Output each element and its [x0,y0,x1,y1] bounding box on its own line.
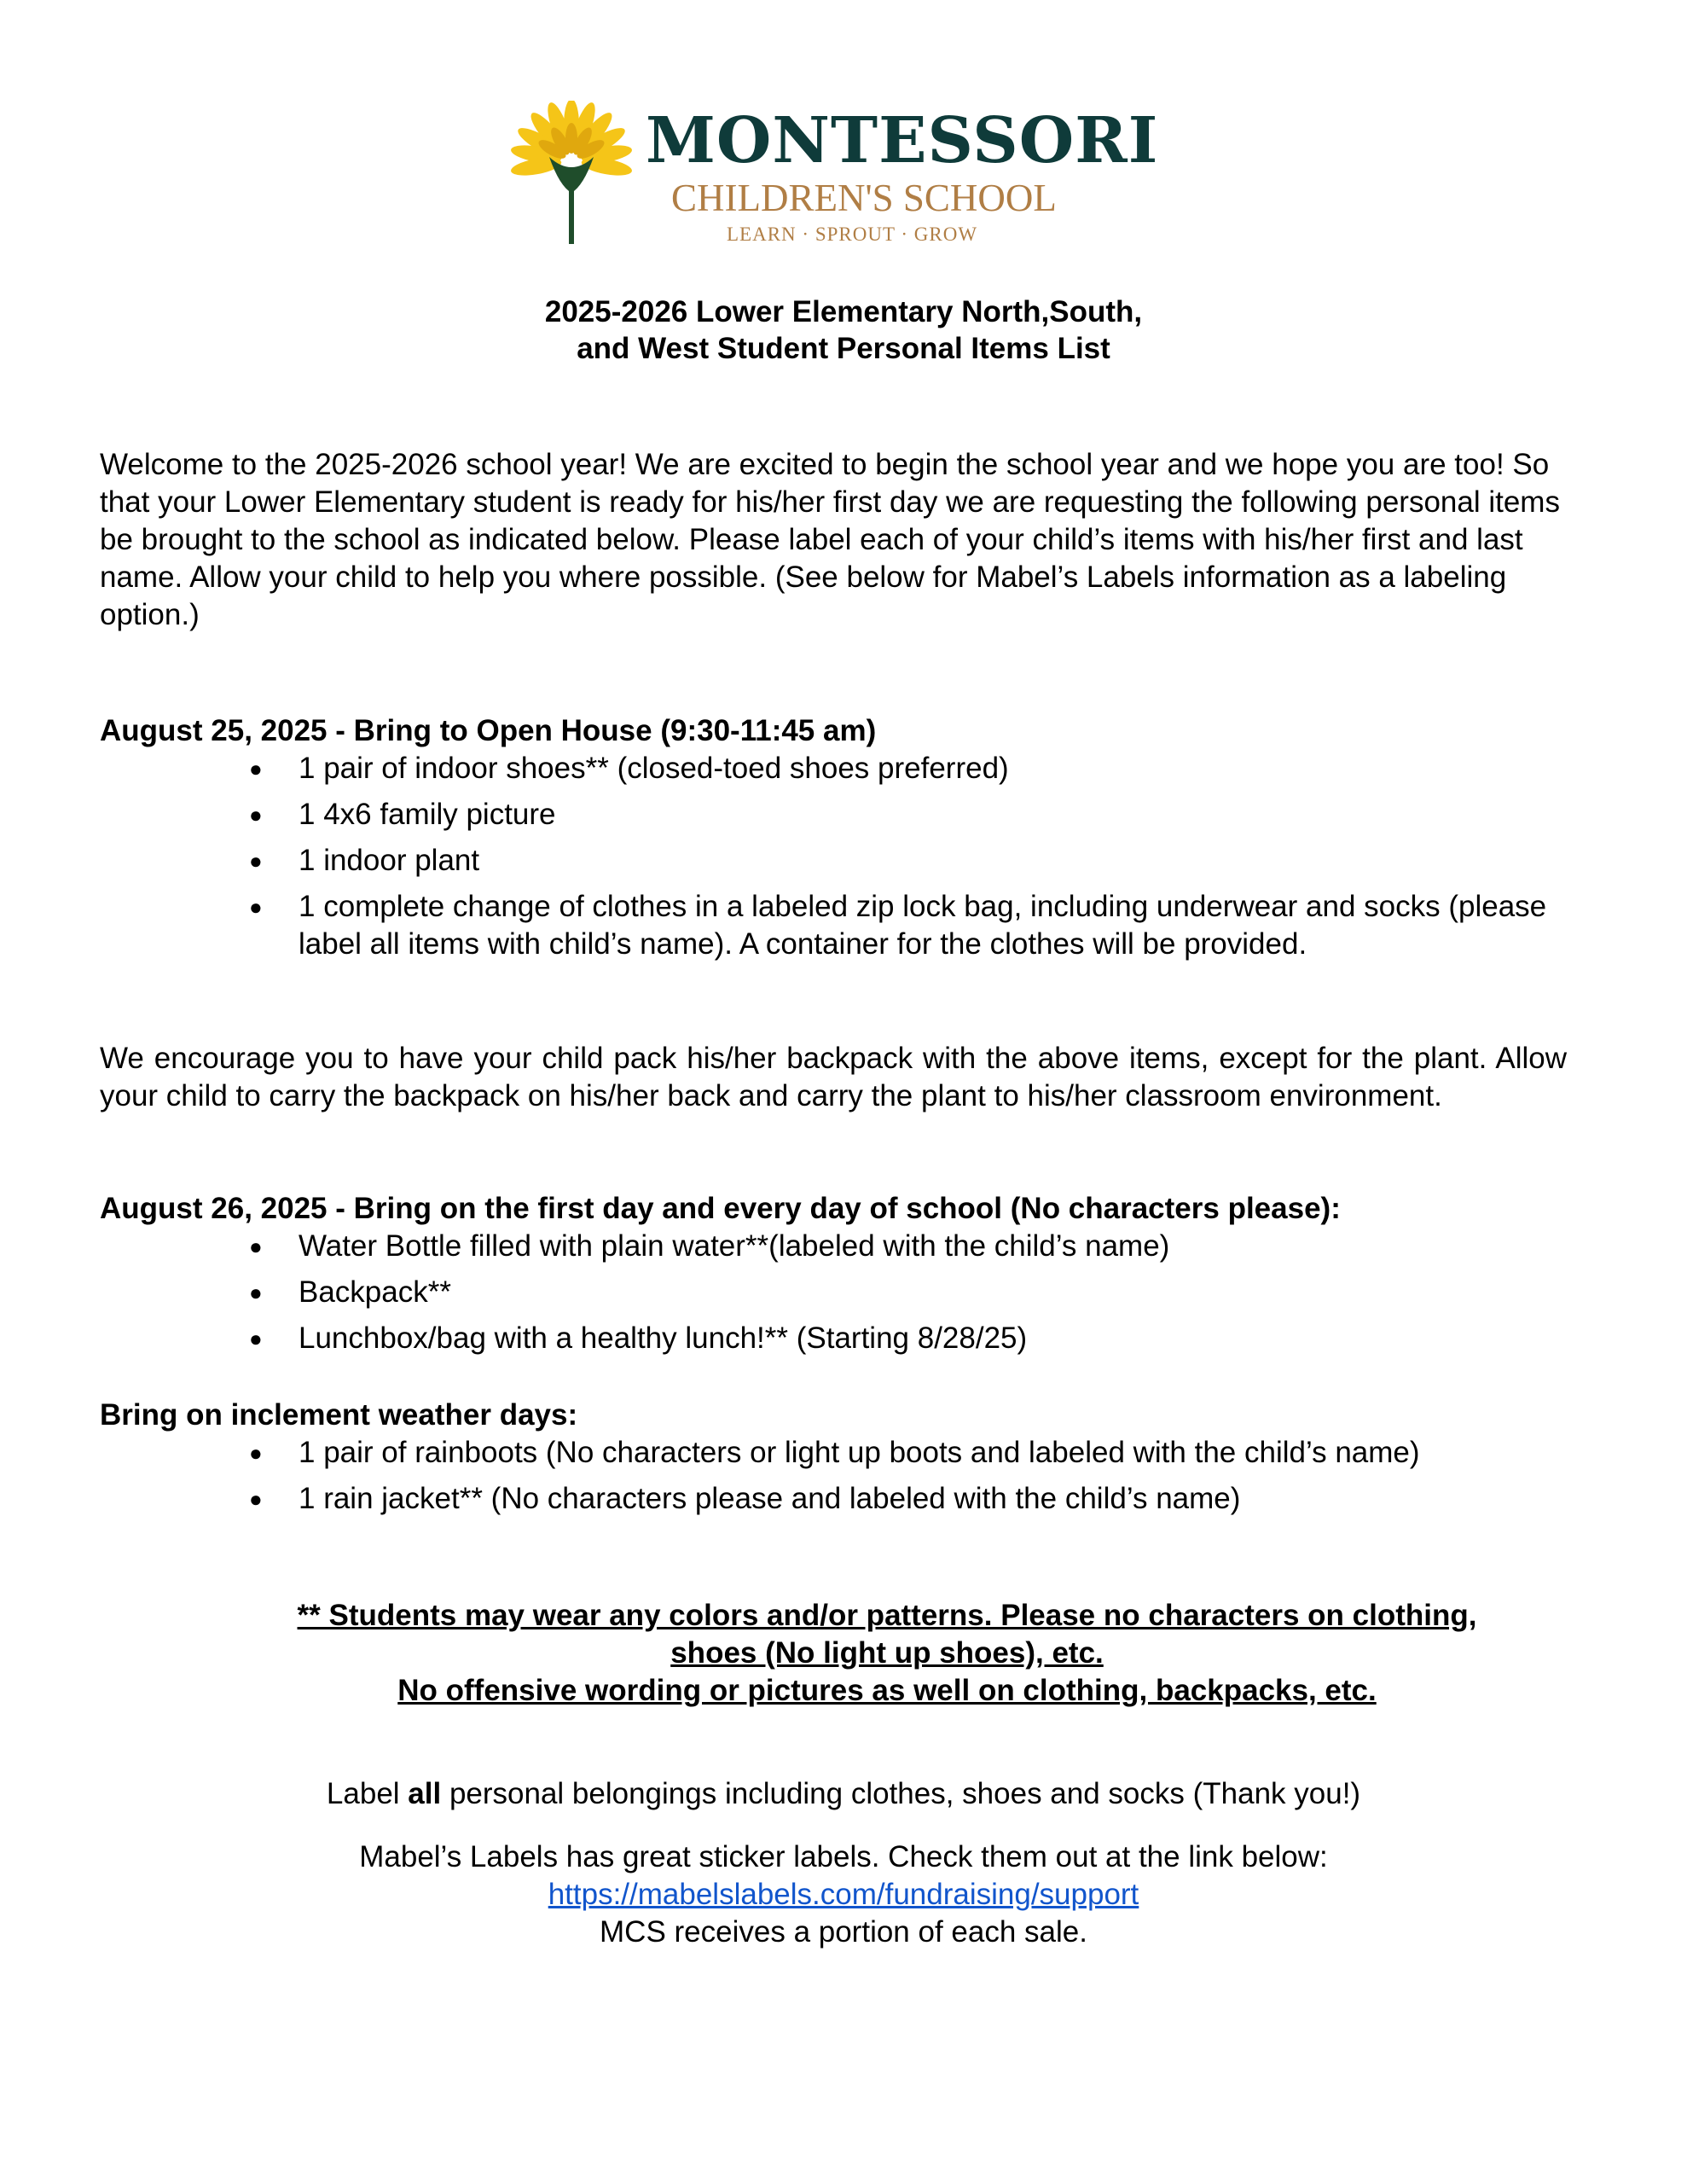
dandelion-flower-icon [490,101,652,246]
clothing-note-line-1: ** Students may wear any colors and/or patterns. Please no characters on clothing, [297,1599,1477,1632]
clothing-note-line-2: shoes (No light up shoes), etc. [670,1636,1104,1670]
mabels-labels-text: Mabel’s Labels has great sticker labels. Check them out at the link below: [359,1840,1328,1873]
logo-tagline: LEARN · SPROUT · GROW [727,224,978,245]
list-item: ● 1 rain jacket** (No characters please and labeled with the child’s name) [247,1480,1578,1518]
mabels-labels-link[interactable]: https://mabelslabels.com/fundraising/support [548,1878,1139,1911]
label-reminder-end: personal belongings including clothes, shoes and socks (Thank you!) [441,1777,1361,1810]
first-day-heading: August 26, 2025 - Bring on the first day and every day of school (No characters please): [100,1192,1341,1225]
list-item: ● 1 pair of rainboots (No characters or light up boots and labeled with the child’s name) [247,1434,1578,1472]
page-title [256,293,1431,367]
list-item: ● 1 pair of indoor shoes** (closed-toed shoes preferred) [247,750,1578,787]
list-item: ● Backpack** [247,1274,1578,1311]
logo-title: MONTESSORI [646,104,1159,177]
weather-heading: Bring on inclement weather days: [100,1398,578,1432]
clothing-note-line-3: No offensive wording or pictures as well on clothing, backpacks, etc. [397,1674,1377,1707]
label-reminder [171,1775,1516,1813]
label-reminder-bold: all [408,1777,442,1810]
welcome-paragraph: Welcome to the 2025-2026 school year! We are excited to begin the school year and we hope you are too! So that your Lower Elementary student is ready for his/her first day we are requesting the following personal items be brought to the school as indicated below. Please label each of your child’s items with his/her first and last name. Allow your child to help you where possible. (See below for Mabel’s Labels information as a labeling option.) [100,448,1560,631]
sale-portion-text: MCS receives a portion of each sale. [600,1915,1087,1949]
clothing-note [213,1597,1561,1710]
list-item: ● 1 complete change of clothes in a labeled zip lock bag, including underwear and socks (please label all items with child’s name). A container for the clothes will be provided. [247,888,1578,963]
logo-subtitle: CHILDREN'S SCHOOL [671,177,1057,219]
list-item: ● 1 4x6 family picture [247,796,1578,834]
school-logo [490,101,1190,246]
page-title-line-2: and West Student Personal Items List [577,332,1110,365]
label-reminder-start: Label [326,1777,409,1810]
open-house-heading: August 25, 2025 - Bring to Open House (9:30-11:45 am) [100,714,877,747]
first-day-list [247,1228,1578,1366]
encourage-paragraph: We encourage you to have your child pack his/her backpack with the above items, except for the plant. Allow your child to carry the backpack on his/her back and carry the plant to his/her classroom environment. [100,1042,1567,1112]
open-house-list [247,750,1578,972]
weather-list [247,1434,1578,1526]
list-item: ● 1 indoor plant [247,842,1578,880]
list-item: ● Lunchbox/bag with a healthy lunch!** (Starting 8/28/25) [247,1320,1578,1357]
page-title-line-1: 2025-2026 Lower Elementary North,South, [544,295,1143,328]
list-item: ● Water Bottle filled with plain water**(labeled with the child’s name) [247,1228,1578,1265]
